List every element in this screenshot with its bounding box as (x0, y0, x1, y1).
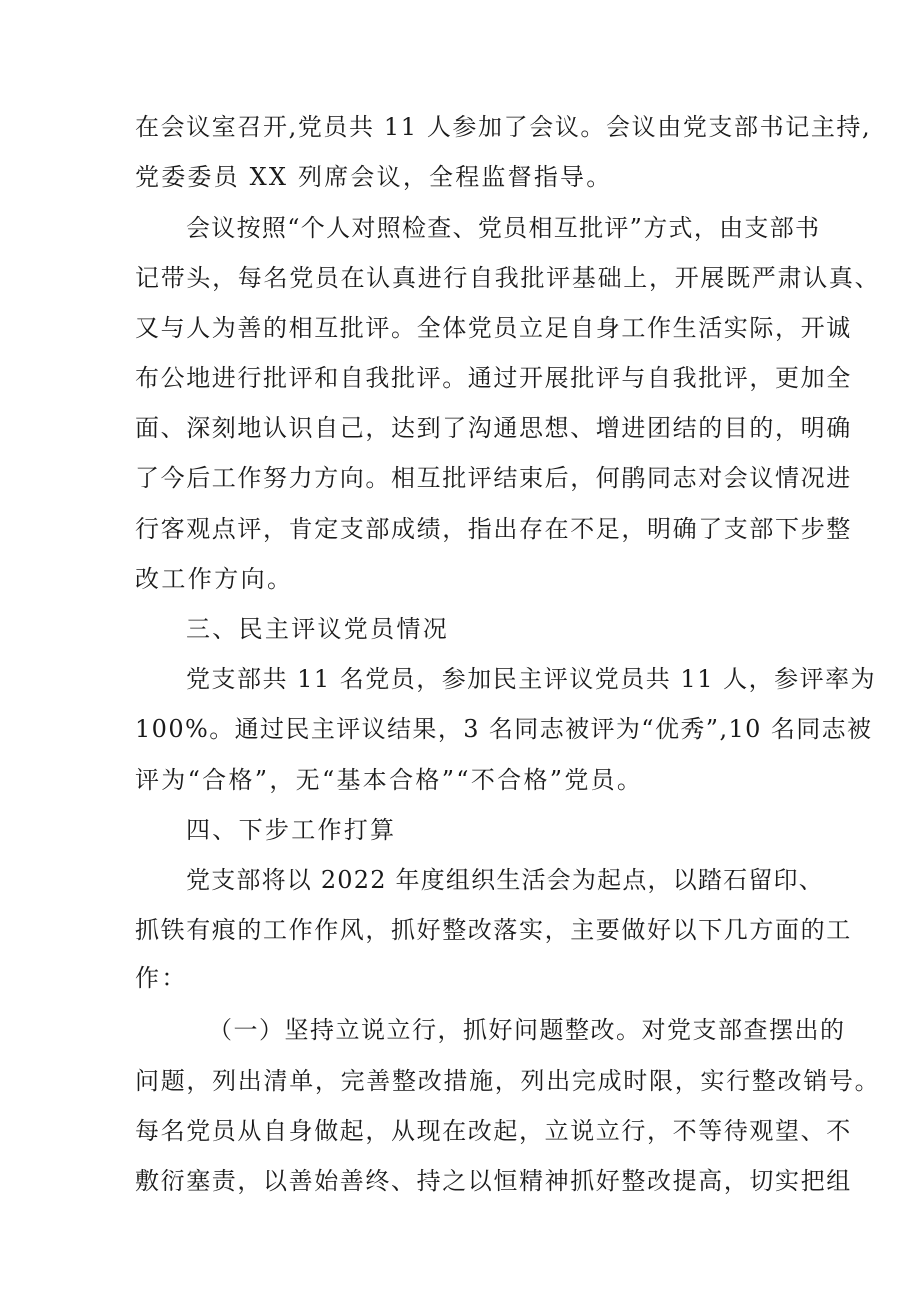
text-line: 改工作方向。 (135, 565, 294, 593)
text-line: 会议按照“个人对照检查、党员相互批评”方式，由支部书 (186, 214, 821, 242)
text-line: 行客观点评，肯定支部成绩，指出存在不足，明确了支部下步整 (135, 515, 852, 543)
text-line: （一）坚持立说立行，抓好问题整改。对党支部查摆出的 (208, 1016, 846, 1044)
text-line: 在会议室召开,党员共 11 人参加了会议。会议由党支部书记主持, (135, 113, 872, 141)
text-line: 每名党员从自身做起，从现在改起，立说立行，不等待观望、不 (135, 1117, 852, 1145)
text-line: 评为“合格”，无“基本合格”“不合格”党员。 (135, 766, 644, 794)
text-line: 问题，列出清单，完善整改措施，列出完成时限，实行整改销号。 (135, 1067, 881, 1095)
text-line: 了今后工作努力方向。相互批评结束后，何鹃同志对会议情况进 (135, 464, 852, 492)
text-line: 面、深刻地认识自己，达到了沟通思想、增进团结的目的，明确 (135, 414, 852, 442)
text-line: 敷衍塞责，以善始善终、持之以恒精神抓好整改提高，切实把组 (135, 1167, 852, 1195)
text-line: 党委委员 XX 列席会议，全程监督指导。 (135, 163, 613, 191)
text-line: 党支部将以 2022 年度组织生活会为起点，以踏石留印、 (186, 866, 824, 894)
text-line: 100%。通过民主评议结果，3 名同志被评为“优秀”,10 名同志被 (135, 715, 873, 743)
text-line: 党支部共 11 名党员，参加民主评议党员共 11 人，参评率为 (186, 665, 877, 693)
text-line: 又与人为善的相互批评。全体党员立足自身工作生活实际，开诚 (135, 314, 852, 342)
text-line: 抓铁有痕的工作作风，抓好整改落实，主要做好以下几方面的工 (135, 916, 852, 944)
text-line: 作： (135, 964, 188, 992)
text-line: 布公地进行批评和自我批评。通过开展批评与自我批评，更加全 (135, 364, 852, 392)
text-line: 记带头，每名党员在认真进行自我批评基础上，开展既严肃认真、 (135, 264, 881, 292)
section-heading: 四、下步工作打算 (186, 816, 397, 844)
section-heading: 三、民主评议党员情况 (186, 615, 449, 643)
